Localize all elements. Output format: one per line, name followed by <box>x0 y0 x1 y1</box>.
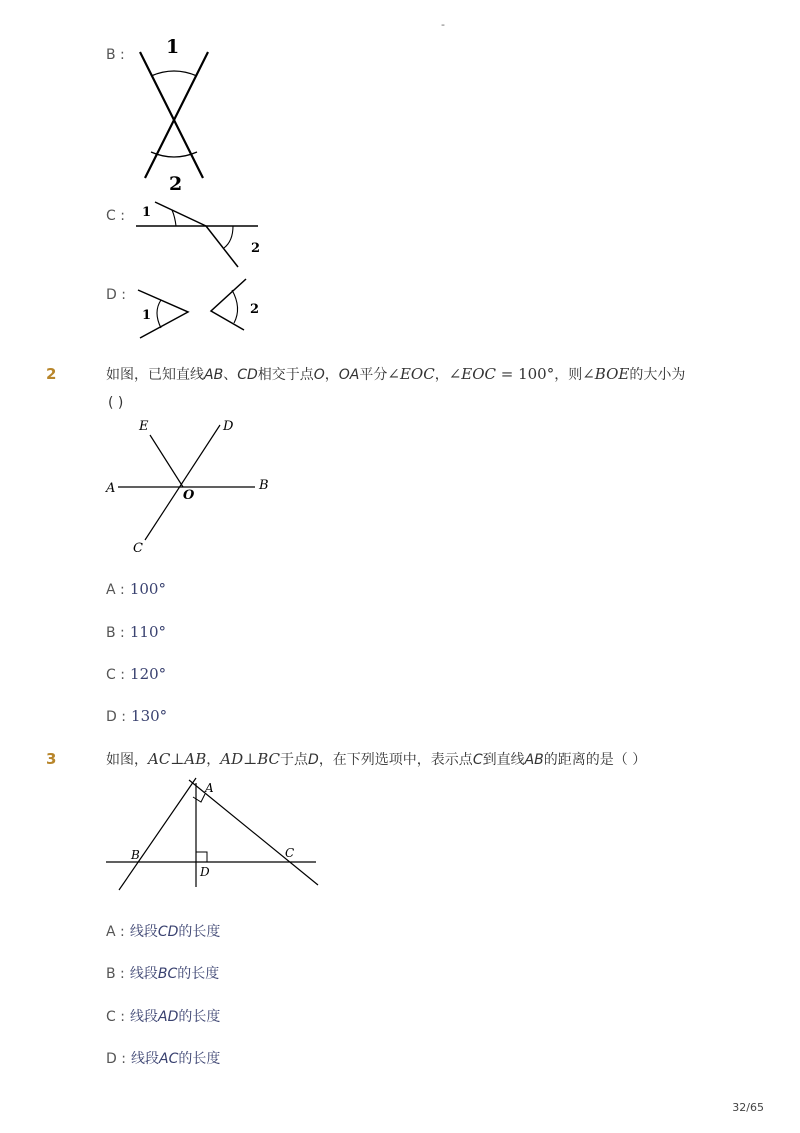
q1-c-lower-ray <box>206 226 238 267</box>
q3-figure <box>100 775 325 895</box>
q2-answer-paren: ( ) <box>108 395 124 411</box>
q3-right-angle-a <box>193 794 205 802</box>
q2-point-a: A <box>106 481 116 496</box>
header-mark: - <box>441 18 445 31</box>
q3-option-d[interactable]: D : 线段AC的长度 <box>106 1051 221 1067</box>
q1-d-arc-2 <box>232 290 238 323</box>
q1-c-upper-ray <box>155 202 206 226</box>
q2-option-b[interactable]: B : 110° <box>106 623 167 641</box>
page-number: 32/65 <box>732 1101 764 1114</box>
q1-option-c-figure <box>132 195 267 275</box>
q1-c-label-1: 1 <box>142 205 152 220</box>
q1-b-arc-1 <box>151 71 197 76</box>
q1-d-label-1: 1 <box>142 308 152 323</box>
q2-option-c[interactable]: C : 120° <box>106 665 167 683</box>
q1-option-b-figure <box>130 30 225 195</box>
q2-stem: 如图，已知直线AB、CD相交于点O，OA平分∠EOC，∠EOC = 100°，则∠BOE的大小为 <box>106 365 686 383</box>
q3-point-a: A <box>205 781 214 795</box>
q3-option-b[interactable]: B : 线段BC的长度 <box>106 966 220 982</box>
q3-line-ab <box>119 778 196 890</box>
q1-c-label-2: 2 <box>251 241 261 256</box>
q3-number: 3 <box>46 750 57 768</box>
q3-right-angle-d <box>196 852 207 862</box>
q1-b-label-2: 2 <box>169 173 183 195</box>
q3-stem: 如图，AC⊥AB，AD⊥BC于点D，在下列选项中，表示点C到直线AB的距离的是（ ） <box>106 750 647 768</box>
q2-point-b: B <box>259 478 269 493</box>
q1-c-arc-2 <box>224 226 233 248</box>
q1-option-b-label[interactable]: B : <box>106 47 125 63</box>
q3-option-c[interactable]: C : 线段AD的长度 <box>106 1009 221 1025</box>
q1-option-c-label[interactable]: C : <box>106 208 125 224</box>
q2-point-o: O <box>183 488 195 503</box>
q3-point-c: C <box>285 846 295 860</box>
q2-figure <box>100 415 280 560</box>
q2-option-d[interactable]: D : 130° <box>106 707 168 725</box>
q2-option-a[interactable]: A : 100° <box>106 580 166 598</box>
q1-d-label-2: 2 <box>250 302 260 317</box>
q3-point-d: D <box>200 865 210 879</box>
q2-point-d: D <box>223 419 234 434</box>
q1-option-d-label[interactable]: D : <box>106 287 126 303</box>
q1-d-angle-2 <box>211 279 246 330</box>
q3-point-b: B <box>131 848 140 862</box>
q2-point-e: E <box>139 419 149 434</box>
q2-ray-oe <box>150 435 183 487</box>
q3-option-a[interactable]: A : 线段CD的长度 <box>106 924 221 940</box>
q1-d-arc-1 <box>157 300 161 328</box>
q2-line-cd <box>145 425 220 540</box>
q1-option-d-figure <box>132 276 272 348</box>
q2-point-c: C <box>133 541 143 556</box>
q1-b-label-1: 1 <box>166 36 180 58</box>
q2-number: 2 <box>46 365 57 383</box>
